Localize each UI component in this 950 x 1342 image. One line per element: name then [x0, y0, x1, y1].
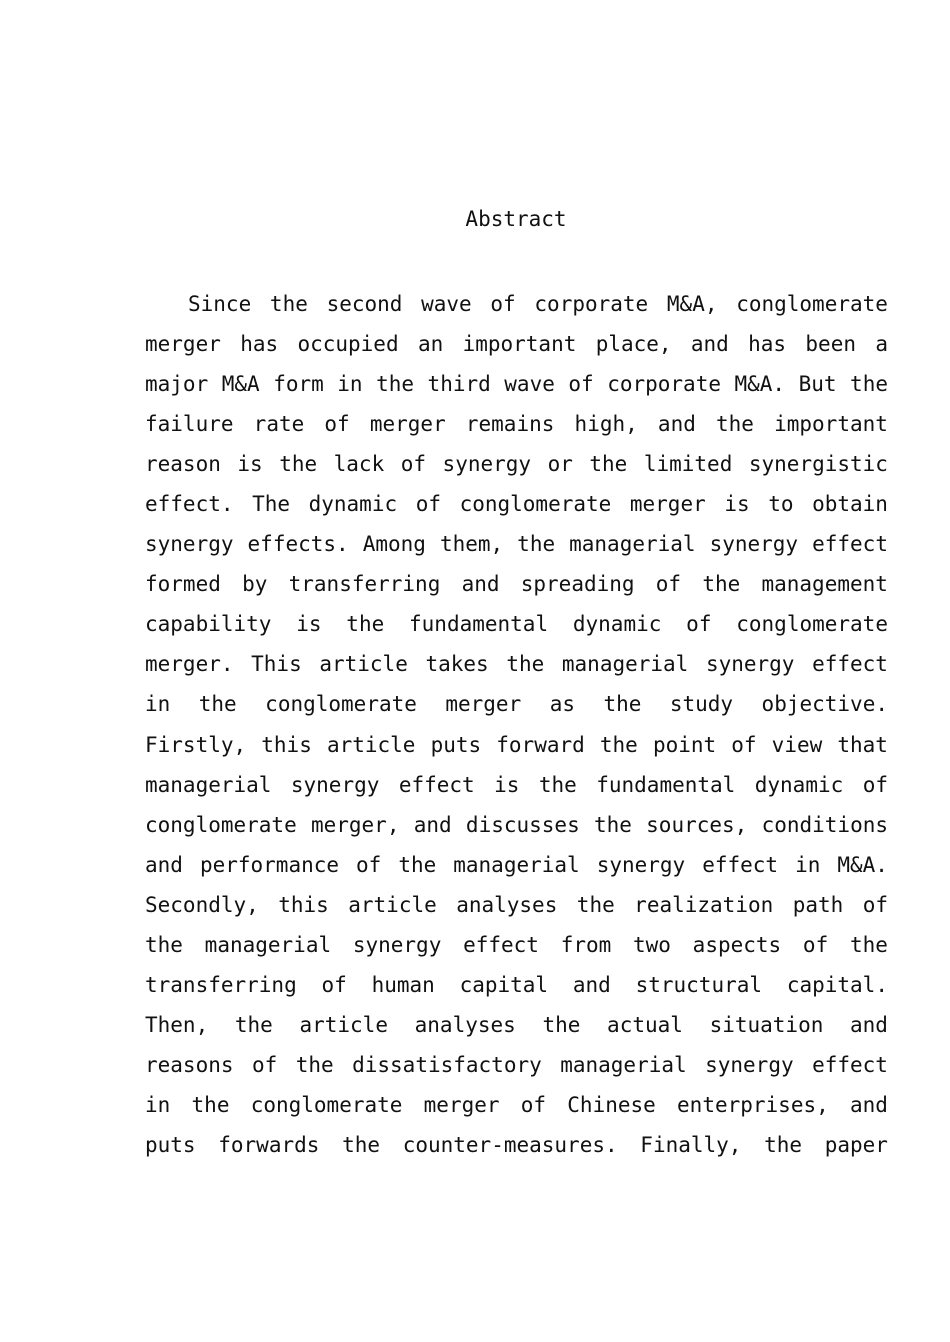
word: synergy	[352, 932, 442, 957]
word: two	[633, 932, 671, 957]
word: this	[278, 892, 329, 917]
word: rate	[253, 412, 305, 437]
word: paper	[824, 1132, 888, 1157]
line-text	[145, 725, 888, 765]
word: of	[862, 892, 888, 917]
word: conditions	[761, 812, 888, 837]
word: realization	[634, 892, 774, 917]
word: and	[690, 332, 729, 357]
line-text	[145, 885, 888, 925]
word: Then,	[145, 1012, 209, 1037]
paragraph-line	[145, 284, 888, 324]
word: failure	[145, 412, 234, 437]
paragraph-line	[145, 765, 888, 805]
word: effects.	[247, 532, 349, 557]
word: aspects	[692, 932, 782, 957]
word: by	[242, 572, 268, 597]
word: synergy	[705, 1052, 794, 1077]
line-text	[145, 564, 888, 604]
word: that	[837, 732, 888, 757]
word: form	[273, 372, 324, 397]
paragraph-line	[145, 604, 888, 644]
word: synergy	[596, 852, 686, 877]
word: fundamental	[596, 772, 736, 797]
word: of	[862, 772, 888, 797]
word: of	[568, 372, 594, 397]
word: has	[240, 332, 279, 357]
word: the	[517, 532, 556, 557]
word: the	[376, 372, 415, 397]
word: article	[348, 892, 437, 917]
word: synergy	[705, 652, 795, 677]
word: the	[716, 412, 754, 437]
word: conglomerate	[145, 812, 297, 837]
word: them,	[439, 532, 504, 557]
word: managerial	[145, 772, 272, 797]
line-text	[145, 925, 888, 965]
word: of	[655, 572, 682, 597]
word: the	[346, 612, 385, 637]
paragraph-line	[145, 725, 888, 765]
word: Among	[362, 532, 426, 557]
word: the	[269, 292, 308, 316]
word: dynamic	[754, 772, 844, 797]
word: sources,	[646, 812, 748, 837]
word: managerial	[453, 852, 580, 877]
word: merger	[629, 492, 706, 517]
word: counter-measures.	[402, 1132, 618, 1157]
word: been	[805, 332, 856, 357]
paragraph-line	[145, 364, 888, 404]
word: second	[326, 292, 403, 316]
word: But	[798, 372, 837, 397]
word: lack	[333, 452, 385, 477]
word: in	[795, 852, 821, 877]
word: the	[234, 1012, 273, 1037]
word: capability	[145, 612, 272, 637]
paragraph-line	[145, 324, 888, 364]
word: transferring	[145, 972, 297, 997]
word: This	[251, 652, 302, 677]
word: conglomerate	[250, 1092, 403, 1117]
word: fundamental	[409, 612, 549, 637]
word: managerial	[204, 932, 332, 957]
word: corporate	[607, 372, 721, 397]
word: of	[490, 292, 516, 316]
word: the	[593, 812, 632, 837]
abstract-body	[145, 284, 888, 1165]
word: the	[198, 692, 237, 717]
word: Chinese	[567, 1092, 656, 1117]
word: situation	[709, 1012, 824, 1037]
word: spreading	[520, 572, 635, 597]
word: is	[724, 492, 750, 517]
word: effect	[812, 532, 888, 557]
paragraph-line	[145, 1125, 888, 1165]
word: Firstly,	[145, 732, 247, 757]
word: wave	[421, 292, 472, 316]
word: the	[576, 892, 615, 917]
line-text	[145, 1085, 888, 1125]
word: as	[549, 692, 575, 717]
paragraph-line	[145, 885, 888, 925]
word: the	[398, 852, 437, 877]
word: M&A.	[837, 852, 888, 877]
line-text	[145, 604, 888, 644]
word: managerial	[561, 652, 689, 677]
line-text	[145, 364, 888, 404]
word: objective.	[761, 692, 888, 717]
word: dynamic	[308, 492, 398, 517]
word: the	[603, 692, 642, 717]
word: forward	[496, 732, 585, 757]
word: of	[400, 452, 427, 477]
word: article	[299, 1012, 388, 1037]
word: has	[748, 332, 787, 357]
line-text	[145, 1045, 888, 1085]
abstract-title: Abstract	[465, 207, 567, 231]
word: the	[589, 452, 628, 477]
word: corporate	[534, 292, 649, 316]
word: conglomerate	[736, 292, 888, 316]
paragraph-line	[145, 805, 888, 845]
word: puts	[145, 1132, 196, 1157]
word: actual	[607, 1012, 683, 1037]
word: path	[792, 892, 844, 917]
word: place,	[595, 332, 672, 357]
word: the	[191, 1092, 230, 1117]
word: conglomerate	[736, 612, 888, 637]
word: an	[417, 332, 444, 357]
word: capital	[459, 972, 549, 997]
word: point	[652, 732, 717, 757]
word: in	[145, 692, 171, 717]
word: the	[849, 932, 888, 957]
word: study	[669, 692, 734, 717]
line-text	[145, 1005, 888, 1045]
word: synergy	[709, 532, 799, 557]
word: occupied	[297, 332, 399, 357]
paragraph-line	[145, 404, 888, 444]
word: from	[560, 932, 612, 957]
word: is	[237, 452, 263, 477]
paragraph-line	[145, 845, 888, 885]
line-text	[145, 524, 888, 564]
word: capital.	[786, 972, 888, 997]
word: effect	[463, 932, 539, 957]
word: M&A,	[666, 292, 718, 316]
word: major	[145, 372, 209, 397]
word: of	[251, 1052, 278, 1077]
word: managerial	[569, 532, 696, 557]
word: and	[850, 1012, 888, 1037]
paragraph-line	[145, 524, 888, 564]
word: takes	[425, 652, 489, 677]
word: puts	[430, 732, 482, 757]
line-text	[145, 684, 888, 724]
word: in	[337, 372, 363, 397]
word: merger	[445, 692, 522, 717]
paragraph-line	[145, 444, 888, 484]
word: merger	[369, 412, 446, 437]
word: forwards	[218, 1132, 320, 1157]
word: important	[774, 412, 888, 437]
word: synergy	[145, 532, 234, 557]
word: is	[494, 772, 520, 797]
word: M&A	[221, 372, 260, 397]
word: remains	[465, 412, 555, 437]
word: of	[415, 492, 441, 517]
word: wave	[504, 372, 555, 397]
word: the	[599, 732, 638, 757]
word: merger.	[145, 652, 234, 677]
word: merger	[423, 1092, 500, 1117]
word: managerial	[560, 1052, 687, 1077]
word: enterprises,	[677, 1092, 829, 1117]
line-text	[145, 644, 888, 684]
paragraph-line	[145, 1085, 888, 1125]
word: synergistic	[748, 452, 888, 477]
word: in	[145, 1092, 171, 1117]
line-text	[145, 765, 888, 805]
word: the	[542, 1012, 581, 1037]
word: discusses	[465, 812, 580, 837]
word: analyses	[414, 1012, 516, 1037]
word: to	[768, 492, 794, 517]
line-text	[145, 484, 888, 524]
paragraph-line	[145, 484, 888, 524]
word: of	[686, 612, 712, 637]
word: human	[371, 972, 435, 997]
word: and	[145, 852, 183, 877]
word: effect	[702, 852, 779, 877]
word: this	[261, 732, 312, 757]
paragraph-line	[145, 644, 888, 684]
word: and	[572, 972, 611, 997]
word: The	[252, 492, 291, 517]
word: synergy	[442, 452, 532, 477]
word: effect.	[145, 492, 234, 517]
word: of	[731, 732, 757, 757]
word: and	[849, 1092, 888, 1117]
line-text	[145, 444, 888, 484]
line-text	[145, 404, 888, 444]
word: reason	[145, 452, 221, 477]
word: view	[771, 732, 823, 757]
word: merger	[145, 332, 221, 357]
word: is	[296, 612, 322, 637]
paragraph-line	[145, 925, 888, 965]
word: effect	[812, 1052, 888, 1077]
word: conglomerate	[459, 492, 612, 517]
word: the	[850, 372, 888, 397]
word: of	[356, 852, 382, 877]
word: dissatisfactory	[352, 1052, 542, 1077]
line-text	[145, 324, 888, 364]
word: formed	[145, 572, 221, 597]
word: the	[764, 1132, 803, 1157]
word: of	[324, 412, 350, 437]
word: M&A.	[734, 372, 786, 397]
paragraph-line	[145, 1005, 888, 1045]
word: high,	[574, 412, 638, 437]
word: article	[326, 732, 416, 757]
word: reasons	[145, 1052, 234, 1077]
word: a	[875, 332, 888, 357]
line-text	[145, 845, 888, 885]
word: dynamic	[572, 612, 662, 637]
line-text	[145, 805, 888, 845]
word: transferring	[288, 572, 441, 597]
word: and	[657, 412, 696, 437]
word: third	[427, 372, 491, 397]
word: the	[279, 452, 318, 477]
word: the	[702, 572, 741, 597]
paragraph-line	[145, 564, 888, 604]
word: synergy	[290, 772, 380, 797]
word: the	[342, 1132, 381, 1157]
word: management	[761, 572, 888, 597]
word: important	[462, 332, 577, 357]
word: Since	[188, 292, 252, 316]
word: Finally,	[640, 1132, 742, 1157]
word: structural	[635, 972, 763, 997]
word: performance	[199, 852, 340, 877]
word: and	[413, 812, 452, 837]
line-text	[145, 1125, 888, 1165]
word: the	[295, 1052, 334, 1077]
word: or	[547, 452, 573, 477]
word: conglomerate	[265, 692, 417, 717]
word: the	[506, 652, 545, 677]
word: of	[802, 932, 829, 957]
paragraph-line	[145, 965, 888, 1005]
word: article	[319, 652, 408, 677]
word: the	[145, 932, 183, 957]
paragraph-line	[145, 1045, 888, 1085]
paragraph-line	[145, 684, 888, 724]
word: obtain	[812, 492, 888, 517]
word: the	[538, 772, 577, 797]
word: of	[520, 1092, 547, 1117]
word: effect	[812, 652, 888, 677]
word: limited	[643, 452, 733, 477]
word: Secondly,	[145, 892, 259, 917]
line-text	[145, 965, 888, 1005]
word: effect	[398, 772, 475, 797]
word: of	[321, 972, 347, 997]
word: and	[461, 572, 500, 597]
line-text	[188, 284, 888, 324]
word: merger,	[310, 812, 400, 837]
word: analyses	[456, 892, 558, 917]
